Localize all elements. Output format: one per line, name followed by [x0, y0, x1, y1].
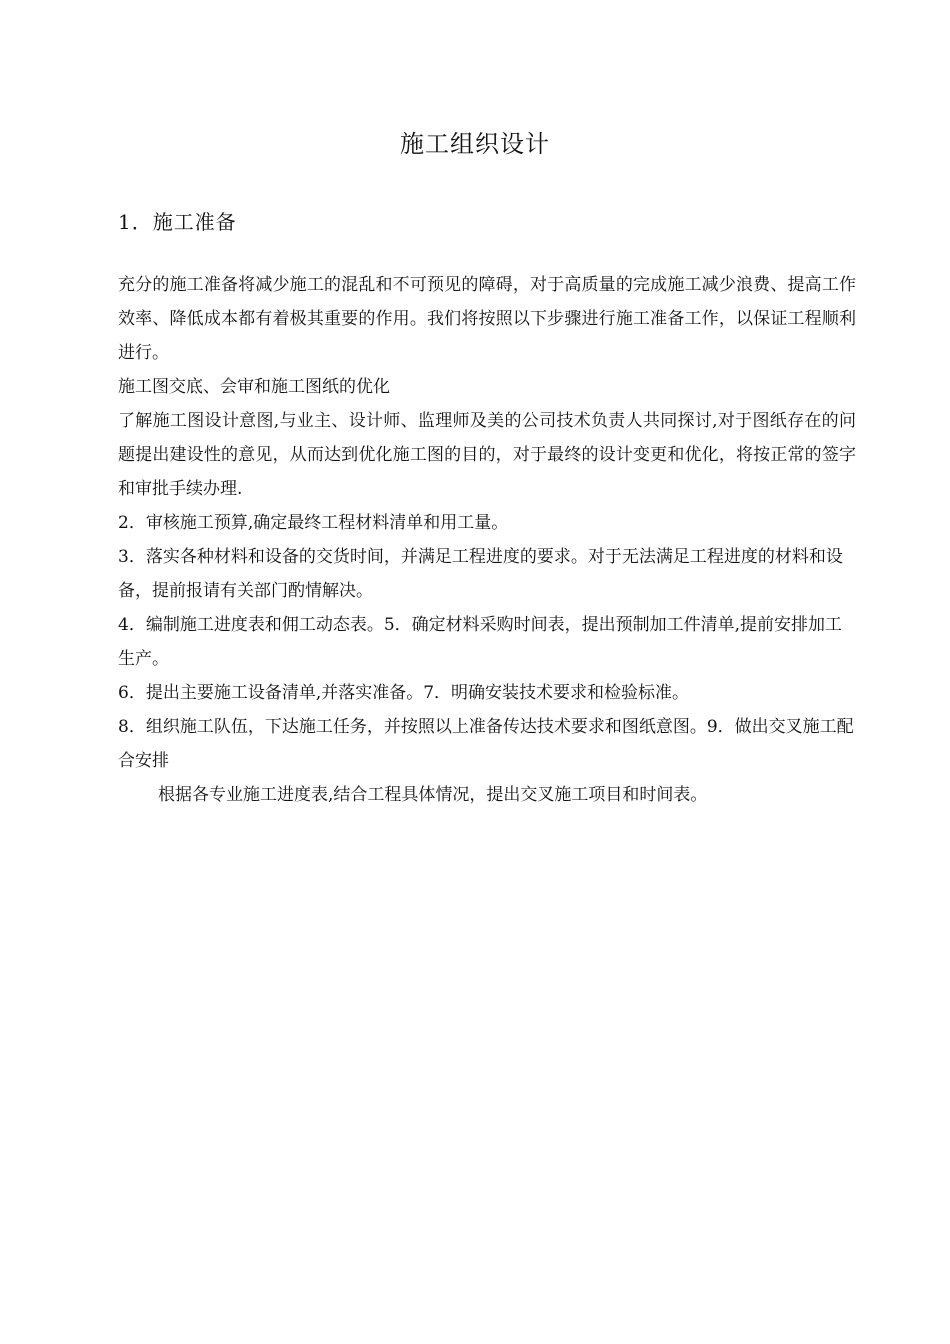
- paragraph-step-6-7: 6．提出主要施工设备清单,并落实准备。7．明确安装技术要求和检验标准。: [118, 683, 690, 703]
- paragraph-intro: 充分的施工准备将减少施工的混乱和不可预见的障碍，对于高质量的完成施工减少浪费、提高工作效率、降低成本都有着极其重要的作用。我们将按照以下步骤进行施工准备工作，以保证工程顺利进行。: [118, 275, 856, 363]
- document-body: [118, 268, 856, 812]
- paragraph-design-review: 了解施工图设计意图,与业主、设计师、监理师及美的公司技术负责人共同探讨,对于图纸存在的问题提出建设性的意见，从而达到优化施工图的目的，对于最终的设计变更和优化，将按正常的签字和审批手续办理.: [118, 411, 856, 499]
- paragraph-cross-construction: 根据各专业施工进度表,结合工程具体情况，提出交叉施工项目和时间表。: [158, 785, 708, 805]
- paragraph-step-2: 2．审核施工预算,确定最终工程材料清单和用工量。: [118, 513, 509, 533]
- paragraph-step-4-5: 4．编制施工进度表和佣工动态表。5．确定材料采购时间表，提出预制加工件清单,提前安排加工生产。: [118, 615, 843, 669]
- paragraph-subheading: 施工图交底、会审和施工图纸的优化: [118, 377, 390, 397]
- document-title: 施工组织设计: [400, 130, 550, 158]
- section-heading: 1．施工准备: [118, 210, 237, 234]
- paragraph-step-3: 3．落实各种材料和设备的交货时间，并满足工程进度的要求。对于无法满足工程进度的材料和设备，提前报请有关部门酌情解决。: [118, 547, 843, 601]
- paragraph-step-8-9: 8．组织施工队伍，下达施工任务，并按照以上准备传达技术要求和图纸意图。9．做出交叉施工配合安排: [118, 717, 854, 771]
